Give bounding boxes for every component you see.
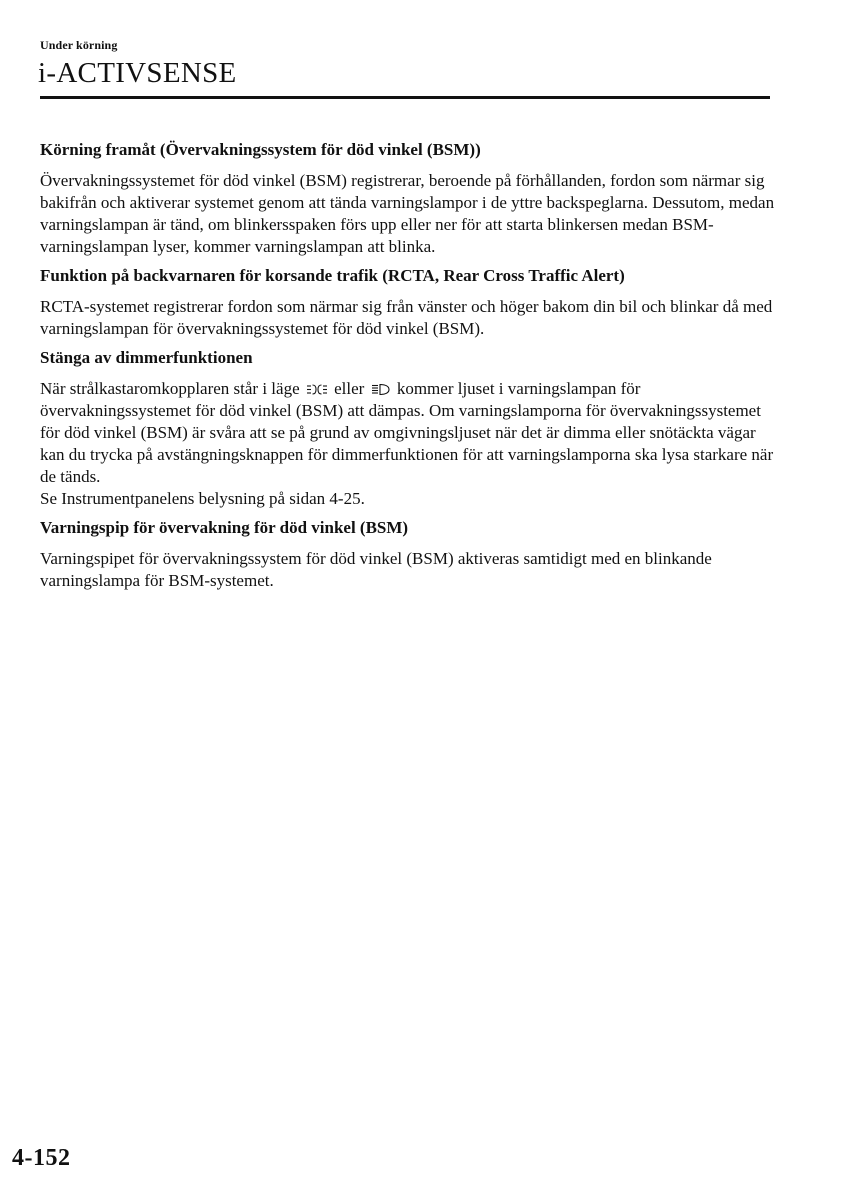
section-body: [40, 378, 775, 510]
section-heading: Funktion på backvarnaren för korsande trafik (RCTA, Rear Cross Traffic Alert): [40, 266, 625, 285]
section-heading: Körning framåt (Övervakningssystem för död vinkel (BSM)): [40, 140, 481, 159]
content: [40, 139, 775, 599]
headlights-icon: [371, 383, 391, 396]
breadcrumb: Under körning: [40, 38, 118, 52]
section-heading: Varningspip för övervakning för död vinkel (BSM): [40, 518, 409, 537]
page-reference: Se Instrumentpanelens belysning på sidan 4-25.: [40, 489, 365, 508]
section-body: [40, 296, 775, 340]
paragraph: Varningspipet för övervakningssystem för död vinkel (BSM) aktiveras samtidigt med en blinkande varningslampa för BSM-systemet.: [40, 549, 712, 590]
paragraph: Övervakningssystemet för död vinkel (BSM) registrerar, beroende på förhållanden, fordon som närmar sig bakifrån och aktiverar systemet genom att tända varningslampor i de yttre backspeglarna. Dessutom, medan varningslampan är tänd, om blinkersspaken förs upp eller ner för att starta blinkersen medan BSM-varningslampan lyser, kommer varningslampan att blinka.: [40, 171, 775, 256]
paragraph: RCTA-systemet registrerar fordon som närmar sig från vänster och höger bakom din bil och blinkar då med varningslampan för övervakningssystemet för död vinkel (BSM).: [40, 297, 773, 338]
page-number: 4-152: [12, 1145, 71, 1171]
section-body: [40, 170, 775, 258]
parking-lights-icon: [306, 383, 328, 396]
section-body: [40, 548, 775, 592]
paragraph: [40, 378, 775, 488]
page-title: i-ACTIVSENSE: [38, 57, 237, 89]
text-after-icon: kommer ljuset i varningslampan för övervakningssystemet för död vinkel (BSM) att dämpas. Om varningslamporna för övervakningssystemet för död vinkel (BSM) är svåra att se på grund av omgivningsljuset när det är dimma eller snötäckta vägar kan du trycka på avstängningsknappen för dimmerfunktionen för att varningslamporna ska lysa starkare när de tänds.: [40, 379, 774, 486]
text-before-icon: När strålkastaromkopplaren står i läge: [40, 379, 300, 398]
title-divider: [40, 96, 770, 99]
section-heading: Stänga av dimmerfunktionen: [40, 348, 253, 367]
section-bsm-forward: [40, 139, 775, 258]
section-dimmer: [40, 347, 775, 510]
text-between-icons: eller: [334, 379, 365, 398]
section-bsm-beep: [40, 517, 775, 592]
section-rcta: [40, 265, 775, 340]
